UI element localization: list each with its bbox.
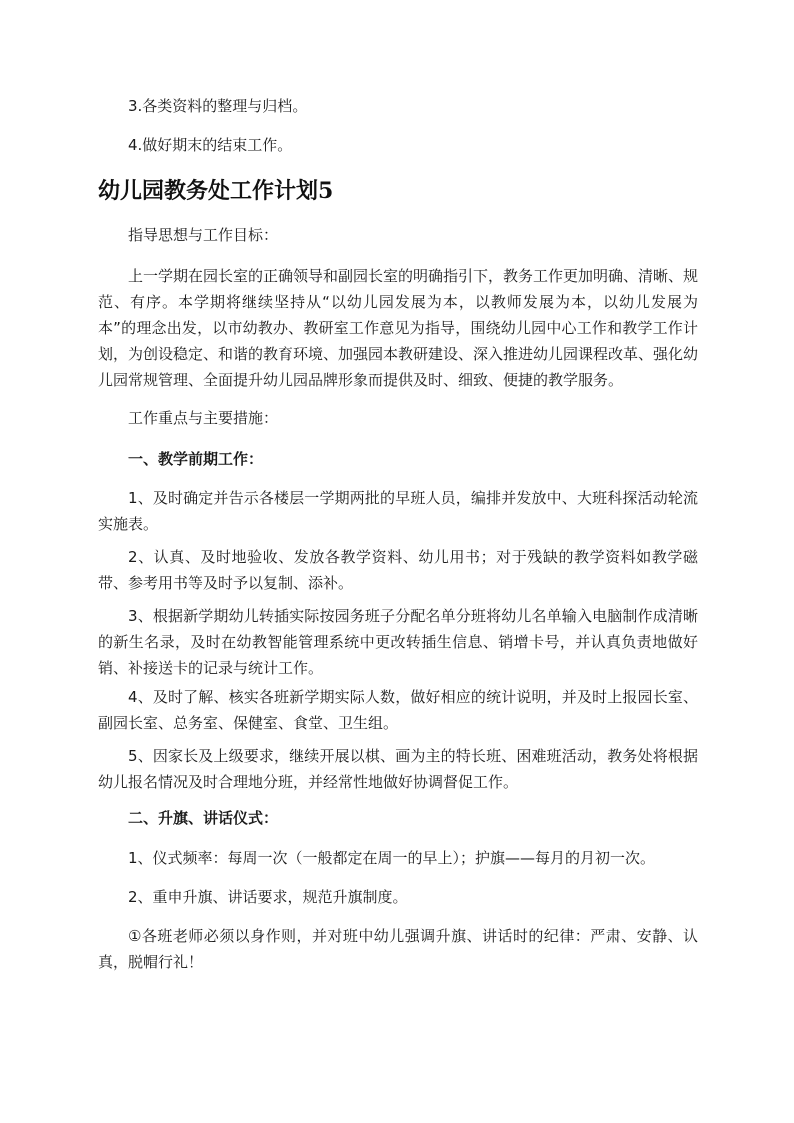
- section1-item: 4、及时了解、核实各班新学期实际人数，做好相应的统计说明，并及时上报园长室、副园长室、总务室、保健室、食堂、卫生组。: [98, 688, 698, 732]
- section2-item: 1、仪式频率：每周一次（一般都定在周一的早上）；护旗——每月的月初一次。: [128, 849, 656, 867]
- text-line-term-end: 4.做好期末的结束工作。: [128, 136, 293, 154]
- section2-item: ①各班老师必须以身作则，并对班中幼儿强调升旗、讲话时的纪律：严肃、安静、认真，脱帽行礼！: [98, 927, 698, 971]
- section1-item: 1、及时确定并告示各楼层一学期两批的早班人员，编排并发放中、大班科探活动轮流实施表。: [98, 489, 698, 533]
- guiding-paragraph: 上一学期在园长室的正确领导和副园长室的明确指引下，教务工作更加明确、清晰、规范、有序。本学期将继续坚持从“以幼儿园发展为本，以教师发展为本，以幼儿发展为本”的理念出发，以市幼教办、教研室工作意见为指导，围绕幼儿园中心工作和教学工作计划，为创设稳定、和谐的教育环境、加强园本教研建设、深入推进幼儿园课程改革、强化幼儿园常规管理、全面提升幼儿园品牌形象而提供及时、细致、便捷的教学服务。: [98, 267, 699, 389]
- guiding-heading: 指导思想与工作目标：: [128, 226, 279, 244]
- page-title: 幼儿园教务处工作计划5: [98, 178, 334, 204]
- section1-item: 5、因家长及上级要求，继续开展以棋、画为主的特长班、困难班活动，教务处将根据幼儿报名情况及时合理地分班，并经常性地做好协调督促工作。: [98, 747, 698, 791]
- section-heading-1: 一、教学前期工作：: [128, 450, 264, 468]
- section2-item: 2、重申升旗、讲话要求，规范升旗制度。: [128, 888, 408, 906]
- section-heading-2: 二、升旗、讲话仪式：: [128, 809, 279, 827]
- text-line-archive: 3.各类资料的整理与归档。: [128, 97, 308, 115]
- section1-item: 3、根据新学期幼儿转插实际按园务班子分配名单分班将幼儿名单输入电脑制作成清晰的新生名录，及时在幼教智能管理系统中更改转插生信息、销增卡号，并认真负责地做好销、补接送卡的记录与统计工作。: [98, 607, 698, 677]
- section1-item: 2、认真、及时地验收、发放各教学资料、幼儿用书；对于残缺的教学资料如教学磁带、参考用书等及时予以复制、添补。: [98, 548, 698, 592]
- focus-heading: 工作重点与主要措施：: [128, 409, 279, 427]
